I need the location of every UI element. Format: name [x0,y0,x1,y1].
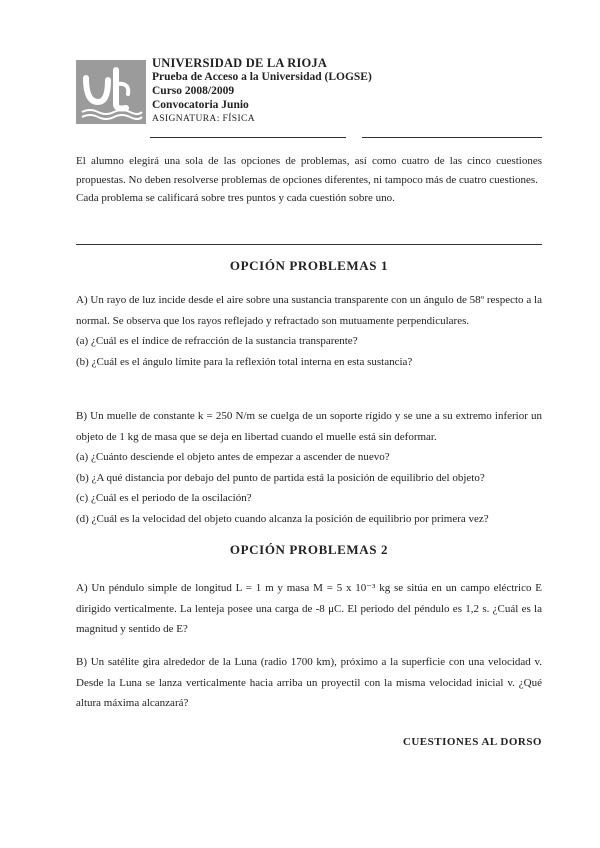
university-logo [76,60,146,124]
header-text [152,56,372,126]
exam-call: Convocatoria Junio [152,99,249,111]
problem-question: (a) ¿Cuánto desciende el objeto antes de empezar a ascender de nuevo? [76,451,390,463]
subject-name: ASIGNATURA: FÍSICA [152,114,256,124]
problem-statement: B) Un muelle de constante k = 250 N/m se cuelga de un soporte rígido y se une a su extremo inferior un objeto de 1 kg de masa que se deja en libertad cuando el muelle está sin deformar. [76,410,542,443]
problem-question: (c) ¿Cuál es el periodo de la oscilación? [76,492,252,504]
instructions [76,152,542,208]
option1-title: OPCIÓN PROBLEMAS 1 [229,258,389,273]
university-name: UNIVERSIDAD DE LA RIOJA [152,56,328,70]
option2-problem-b [76,652,542,714]
option2-title: OPCIÓN PROBLEMAS 2 [229,542,389,557]
continued-note: CUESTIONES AL DORSO [402,736,542,748]
header-divider-left [150,137,346,138]
problem-statement: A) Un rayo de luz incide desde el aire sobre una sustancia transparente con un ángulo de 58º respecto a la normal. Se observa que los rayos reflejado y refractado son mutuamente perpendiculares. [76,294,542,327]
problem-question: (d) ¿Cuál es la velocidad del objeto cuando alcanza la posición de equilibrio por primera vez? [76,512,489,525]
university-logo-icon [76,60,146,124]
problem-question: (a) ¿Cuál es el índice de refracción de la sustancia transparente? [76,335,358,347]
option1-problem-b [76,406,542,529]
exam-name: Prueba de Acceso a la Universidad (LOGSE) [152,71,372,83]
course-year: Curso 2008/2009 [152,85,235,97]
option2-problem-a [76,578,542,640]
problem-question: (b) ¿A qué distancia por debajo del punto de partida está la posición de equilibrio del objeto? [76,471,485,484]
exam-header [76,48,576,130]
section-divider [76,244,542,245]
problem-question: (b) ¿Cuál es el ángulo límite para la reflexión total interna en esta sustancia? [76,355,413,368]
grading-paragraph: Cada problema se calificará sobre tres puntos y cada cuestión sobre uno. [76,192,395,204]
problem-statement: A) Un péndulo simple de longitud L = 1 m y masa M = 5 x 10⁻³ kg se sitúa en un campo eléctrico E dirigido verticalmente. La lenteja posee una carga de -8 μC. El periodo del péndulo es 1,2 s. ¿Cuál es la magnitud y sentido de E? [76,582,542,635]
option1-problem-a [76,290,542,372]
instructions-paragraph: El alumno elegirá una sola de las opciones de problemas, así como cuatro de las cinco cuestiones propuestas. No deben resolverse problemas de opciones diferentes, ni tampoco más de cuatro cuestiones. [76,155,542,186]
problem-statement: B) Un satélite gira alrededor de la Luna (radio 1700 km), próximo a la superficie con una velocidad v. Desde la Luna se lanza verticalmente hacia arriba un proyectil con la misma velocidad inicial v. ¿Qué altura máxima alcanzará? [76,656,542,709]
header-divider-right [362,137,542,138]
